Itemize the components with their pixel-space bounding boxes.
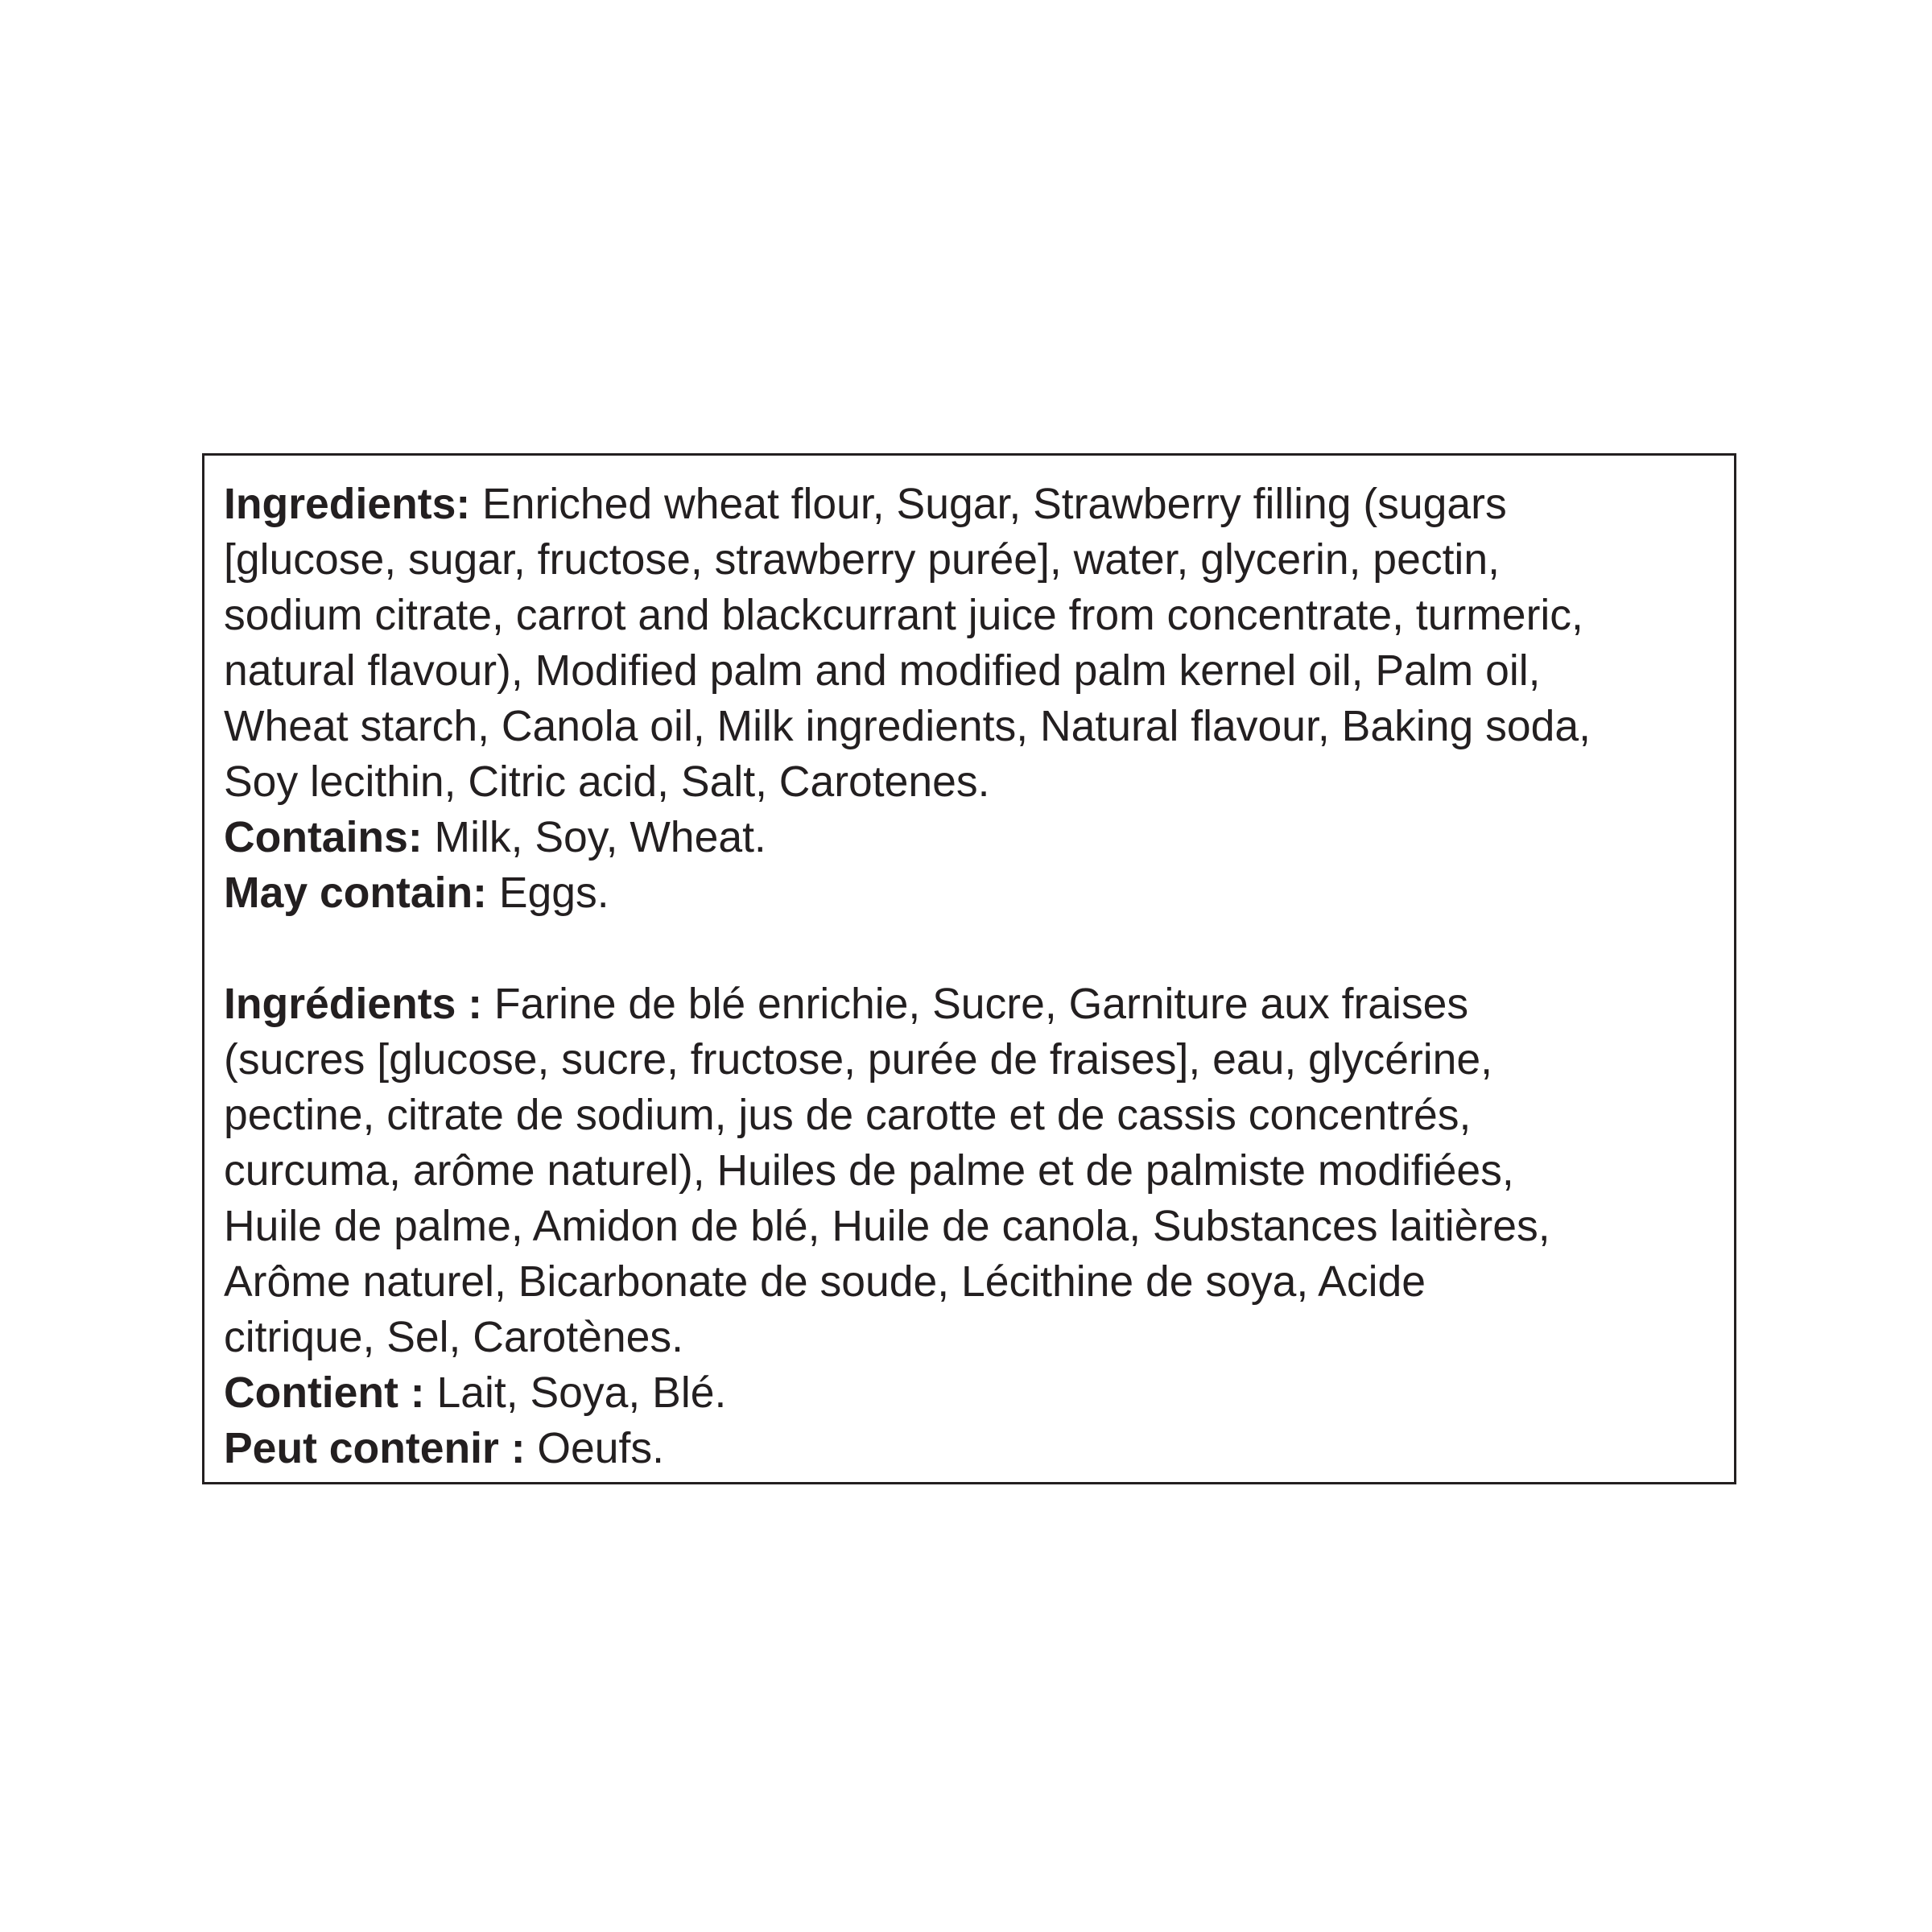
english-contains-text: Milk, Soy, Wheat. <box>422 814 766 861</box>
french-ingredients-line-2: (sucres [glucose, sucre, fructose, purée de fraises], eau, glycérine, <box>224 1036 1493 1084</box>
english-ingredients-heading: Ingredients: <box>224 481 471 528</box>
english-contains <box>224 810 1716 865</box>
french-contains-heading: Contient : <box>224 1369 425 1417</box>
english-ingredients <box>224 477 1716 810</box>
english-ingredients-line-1: Ingredients: Enriched wheat flour, Sugar, Strawberry filling (sugars <box>224 481 1507 528</box>
french-ingredients-heading: Ingrédients : <box>224 980 483 1028</box>
french-may-contain-heading: Peut contenir : <box>224 1425 526 1472</box>
french-may-contain <box>224 1421 1716 1476</box>
english-ingredients-line-6: Soy lecithin, Citric acid, Salt, Carotenes. <box>224 758 990 806</box>
french-section <box>224 976 1716 1476</box>
french-ingredients-line-3: pectine, citrate de sodium, jus de carotte et de cassis concentrés, <box>224 1092 1472 1139</box>
english-ingredients-line-2: [glucose, sugar, fructose, strawberry purée], water, glycerin, pectin, <box>224 536 1500 584</box>
english-may-contain <box>224 865 1716 921</box>
french-ingredients <box>224 976 1716 1365</box>
french-contains-text: Lait, Soya, Blé. <box>424 1369 727 1417</box>
french-ingredients-line-5: Huile de palme, Amidon de blé, Huile de canola, Substances laitières, <box>224 1203 1550 1250</box>
french-ingredients-line-1: Ingrédients : Farine de blé enrichie, Sucre, Garniture aux fraises <box>224 980 1469 1028</box>
french-ingredients-line-6: Arôme naturel, Bicarbonate de soude, Lécithine de soya, Acide <box>224 1258 1426 1306</box>
french-contains <box>224 1365 1716 1421</box>
english-contains-heading: Contains: <box>224 814 423 861</box>
english-ingredients-line-4: natural flavour), Modified palm and modified palm kernel oil, Palm oil, <box>224 647 1541 695</box>
ingredients-label-box <box>202 453 1736 1484</box>
french-ingredients-line-7: citrique, Sel, Carotènes. <box>224 1314 683 1361</box>
english-may-contain-heading: May contain: <box>224 869 487 917</box>
french-may-contain-text: Oeufs. <box>525 1425 664 1472</box>
english-section <box>224 477 1716 921</box>
english-may-contain-text: Eggs. <box>486 869 609 917</box>
english-ingredients-line-3: sodium citrate, carrot and blackcurrant juice from concentrate, turmeric, <box>224 592 1583 639</box>
english-ingredients-line-5: Wheat starch, Canola oil, Milk ingredients, Natural flavour, Baking soda, <box>224 703 1591 750</box>
french-ingredients-line-4: curcuma, arôme naturel), Huiles de palme et de palmiste modifiées, <box>224 1147 1514 1195</box>
